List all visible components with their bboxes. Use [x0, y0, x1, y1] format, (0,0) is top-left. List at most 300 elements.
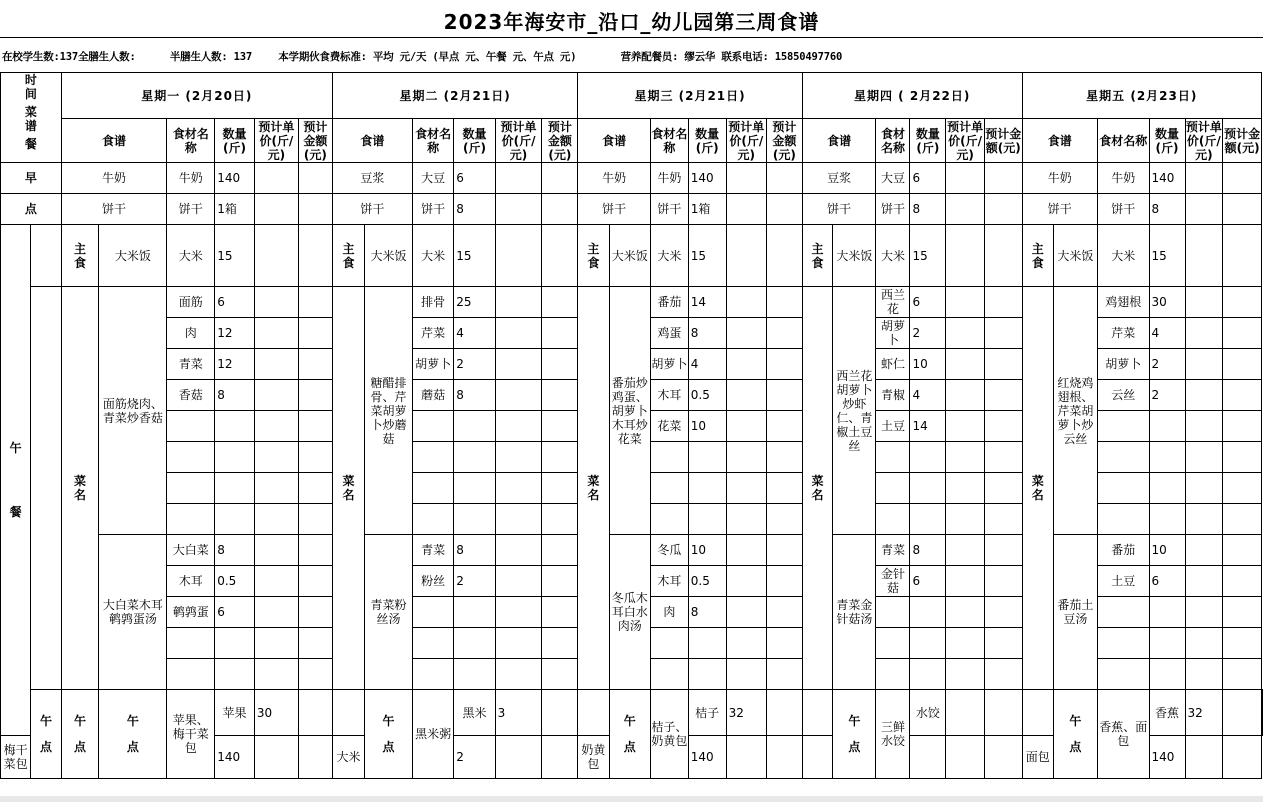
- amount-cell: [984, 318, 1022, 349]
- amount-cell: [1223, 225, 1262, 287]
- amount-cell: [298, 380, 332, 411]
- price-cell: [1185, 504, 1223, 535]
- dish-ingredient: [876, 628, 910, 659]
- snack-ingredient: 水饺: [910, 690, 946, 736]
- snack-qty: 3: [495, 690, 542, 736]
- price-cell: [946, 349, 985, 380]
- label-afternoon-2: [61, 690, 99, 779]
- day-header: 星期五 (2月23日): [1022, 73, 1261, 119]
- price-cell: [495, 736, 542, 779]
- snack-ingredient: 桔子: [688, 690, 726, 736]
- dish-qty: [910, 473, 946, 504]
- dish-qty: 6: [215, 597, 255, 628]
- amount-cell: [1223, 535, 1262, 566]
- price-cell: [1185, 628, 1223, 659]
- dish-ingredient: [412, 411, 453, 442]
- dish-label: [578, 287, 609, 690]
- col-price: 预计单价(斤/元): [495, 119, 542, 163]
- staple-ingredient: 大米: [876, 225, 910, 287]
- dish-ingredient: 香菇: [167, 380, 215, 411]
- price-cell: [726, 473, 766, 504]
- dish-qty: [215, 411, 255, 442]
- dish-qty: [910, 659, 946, 690]
- breakfast-ingredient: 牛奶: [650, 163, 688, 194]
- price-cell: [1185, 566, 1223, 597]
- amount-cell: [1223, 411, 1262, 442]
- vertical-label-char: 主: [811, 241, 824, 256]
- breakfast-dish: 豆浆: [802, 163, 876, 194]
- vertical-label-char: 食: [811, 255, 824, 270]
- price-cell: [1185, 535, 1223, 566]
- amount-cell: [984, 597, 1022, 628]
- col-qty: 数量(斤): [1149, 119, 1185, 163]
- dish-ingredient: 金针菇: [876, 566, 910, 597]
- breakfast-ingredient: 饼干: [876, 194, 910, 225]
- amount-cell: [766, 411, 802, 442]
- amount-cell: [1223, 473, 1262, 504]
- staple-dish: 大米饭: [365, 225, 413, 287]
- amount-cell: [1223, 287, 1262, 318]
- dish-qty: 8: [215, 380, 255, 411]
- snack-qty: 32: [1185, 690, 1223, 736]
- vertical-label-char: 主: [587, 241, 600, 256]
- label-dian: 点: [1, 194, 62, 225]
- dish-qty: [215, 659, 255, 690]
- dish-ingredient: 肉: [650, 597, 688, 628]
- dish-ingredient: [876, 597, 910, 628]
- amount-cell: [766, 566, 802, 597]
- amount-cell: [1223, 736, 1262, 779]
- dish-ingredient: [167, 504, 215, 535]
- snack-ingredient: 苹果: [215, 690, 255, 736]
- amount-cell: [298, 628, 332, 659]
- dish-qty: [688, 473, 726, 504]
- amount-cell: [542, 411, 578, 442]
- dish1-name: 糖醋排骨、芹菜胡萝卜炒蘑菇: [365, 287, 413, 535]
- amount-cell: [542, 628, 578, 659]
- dish-ingredient: 鸡蛋: [650, 318, 688, 349]
- amount-cell: [984, 411, 1022, 442]
- price-cell: [946, 566, 985, 597]
- amount-cell: [984, 380, 1022, 411]
- price-cell: [1223, 690, 1262, 736]
- dish-qty: 30: [1149, 287, 1185, 318]
- dish-qty: [454, 442, 495, 473]
- dish-ingredient: [167, 411, 215, 442]
- dish-qty: 25: [454, 287, 495, 318]
- dish-ingredient: [876, 504, 910, 535]
- amount-cell: [298, 411, 332, 442]
- dish-qty: [1149, 659, 1185, 690]
- breakfast-ingredient: 牛奶: [1098, 163, 1150, 194]
- students-count: 在校学生数:137全膳生人数:: [2, 51, 136, 63]
- price-cell: [946, 411, 985, 442]
- snack-qty: 30: [254, 690, 298, 736]
- dish-label: [61, 287, 99, 690]
- snack-label: [609, 690, 650, 779]
- sheet-scrollbar[interactable]: [0, 796, 1263, 802]
- vertical-label-char: 菜: [587, 474, 600, 488]
- staple-label: [1022, 225, 1053, 287]
- price-cell: [946, 628, 985, 659]
- col-amount: 预计金额(元): [298, 119, 332, 163]
- amount-cell: [984, 736, 1022, 779]
- dish-qty: 2: [454, 349, 495, 380]
- dish-ingredient: 鹌鹑蛋: [167, 597, 215, 628]
- staple-label: [802, 225, 832, 287]
- amount-cell: [984, 628, 1022, 659]
- dish-qty: [454, 659, 495, 690]
- price-cell: [495, 659, 542, 690]
- dish-qty: [215, 473, 255, 504]
- price-cell: [726, 380, 766, 411]
- dish-qty: [688, 628, 726, 659]
- amount-cell: [298, 736, 332, 779]
- amount-cell: [542, 318, 578, 349]
- snack-qty: 140: [1149, 736, 1185, 779]
- dish-ingredient: 木耳: [650, 380, 688, 411]
- dish-ingredient: [1098, 442, 1150, 473]
- dish-qty: 8: [454, 380, 495, 411]
- snack-ingredient: 大米: [332, 736, 364, 779]
- dish-ingredient: 粉丝: [412, 566, 453, 597]
- dish-ingredient: [1098, 504, 1150, 535]
- dish-qty: [1149, 628, 1185, 659]
- price-cell: [726, 194, 766, 225]
- col-ingredient: 食材名称: [1098, 119, 1150, 163]
- dish-qty: [454, 628, 495, 659]
- amount-cell: [984, 225, 1022, 287]
- blank-cell: [31, 287, 61, 690]
- snack-label: [365, 690, 413, 779]
- amount-cell: [542, 659, 578, 690]
- snack-qty: 2: [454, 736, 495, 779]
- snack-dish: 三鲜水饺: [876, 690, 910, 779]
- amount-cell: [542, 535, 578, 566]
- price-cell: [1185, 194, 1223, 225]
- price-cell: [495, 225, 542, 287]
- price-cell: [1185, 287, 1223, 318]
- dish-ingredient: [1098, 597, 1150, 628]
- price-cell: [726, 349, 766, 380]
- dish-qty: [910, 442, 946, 473]
- snack-qty: 140: [688, 736, 726, 779]
- col-ingredient: 食材名称: [167, 119, 215, 163]
- price-cell: [726, 535, 766, 566]
- vertical-label-char: 午: [74, 714, 87, 728]
- blank-cell: [31, 225, 61, 287]
- price-cell: [726, 163, 766, 194]
- vertical-label-char: 点: [382, 740, 395, 754]
- price-cell: [726, 736, 766, 779]
- dish-qty: 4: [688, 349, 726, 380]
- amount-cell: [542, 380, 578, 411]
- breakfast-qty: 140: [1149, 163, 1185, 194]
- vertical-label-char: 名: [811, 488, 824, 502]
- dish-qty: [910, 504, 946, 535]
- col-price: 预计单价(斤/元): [947, 119, 984, 162]
- price-cell: [726, 628, 766, 659]
- breakfast-dish: 饼干: [578, 194, 651, 225]
- dish-qty: 2: [454, 566, 495, 597]
- col-qty: 数量(斤): [215, 119, 255, 163]
- dish-qty: 6: [215, 287, 255, 318]
- breakfast-dish: 牛奶: [61, 163, 167, 194]
- staple-ingredient: 大米: [650, 225, 688, 287]
- corner-meal: 餐: [24, 137, 37, 151]
- price-cell: [1185, 442, 1223, 473]
- dish-qty: 10: [910, 349, 946, 380]
- col-menu: 食谱: [802, 119, 876, 163]
- dish-ingredient: 胡萝卜: [876, 318, 910, 349]
- price-cell: [254, 535, 298, 566]
- dish-qty: 2: [1149, 349, 1185, 380]
- amount-cell: [766, 442, 802, 473]
- price-cell: [495, 628, 542, 659]
- price-cell: [254, 349, 298, 380]
- amount-cell: [298, 442, 332, 473]
- dish-ingredient: 木耳: [167, 566, 215, 597]
- price-cell: [946, 535, 985, 566]
- amount-cell: [766, 659, 802, 690]
- price-cell: [946, 736, 985, 779]
- price-cell: [1185, 659, 1223, 690]
- corner-header: [1, 73, 62, 163]
- dish-ingredient: [876, 473, 910, 504]
- col-amount: 预计金额(元): [1223, 119, 1262, 163]
- dish-ingredient: 青菜: [412, 535, 453, 566]
- col-price: 预计单价(斤/元): [254, 119, 298, 163]
- snack-dish: 苹果、梅干菜包: [167, 690, 215, 779]
- price-cell: [946, 659, 985, 690]
- price-cell: [254, 380, 298, 411]
- amount-cell: [766, 287, 802, 318]
- amount-cell: [984, 194, 1022, 225]
- amount-cell: [766, 380, 802, 411]
- price-cell: [254, 194, 298, 225]
- price-cell: [254, 628, 298, 659]
- amount-cell: [542, 566, 578, 597]
- dish-qty: 0.5: [688, 380, 726, 411]
- staple-qty: 15: [688, 225, 726, 287]
- dish-ingredient: 芹菜: [1098, 318, 1150, 349]
- col-menu: 食谱: [61, 119, 167, 163]
- snack-ingredient: 奶黄包: [578, 736, 609, 779]
- amount-cell: [298, 194, 332, 225]
- dish-ingredient: [650, 504, 688, 535]
- fee-standard: 本学期伙食费标准: 平均 元/天 (早点 元、午餐 元、午点 元): [278, 51, 577, 63]
- vertical-label-char: 名: [342, 488, 355, 502]
- staple-dish: 大米饭: [99, 225, 167, 287]
- label-lunch: [1, 225, 31, 736]
- vertical-label-char: 点: [74, 740, 87, 754]
- price-cell: [254, 473, 298, 504]
- dish-qty: 10: [688, 411, 726, 442]
- vertical-label-char: 食: [587, 255, 600, 270]
- price-cell: [254, 736, 298, 779]
- vertical-label-char: 菜: [1031, 474, 1044, 488]
- vertical-label-char: 午: [40, 714, 53, 728]
- snack-dish: 黑米粥: [412, 690, 453, 779]
- dish-ingredient: 蘑菇: [412, 380, 453, 411]
- col-menu: 食谱: [332, 119, 412, 163]
- price-cell: [946, 442, 985, 473]
- dish-ingredient: [650, 659, 688, 690]
- staple-ingredient: 大米: [412, 225, 453, 287]
- price-cell: [946, 194, 985, 225]
- price-cell: [298, 690, 332, 736]
- price-cell: [1185, 163, 1223, 194]
- price-cell: [726, 504, 766, 535]
- dish-ingredient: 土豆: [1098, 566, 1150, 597]
- dish-ingredient: 青椒: [876, 380, 910, 411]
- amount-cell: [298, 225, 332, 287]
- dish-qty: 10: [688, 535, 726, 566]
- col-price: 预计单价(斤/元): [726, 119, 766, 163]
- amount-cell: [1022, 690, 1053, 736]
- vertical-label-char: 主: [1031, 241, 1044, 256]
- amount-cell: [984, 442, 1022, 473]
- dish-ingredient: 青菜: [876, 535, 910, 566]
- dish-ingredient: 冬瓜: [650, 535, 688, 566]
- price-cell: [495, 442, 542, 473]
- snack-ingredient: 黑米: [454, 690, 495, 736]
- amount-cell: [298, 504, 332, 535]
- dish-ingredient: [412, 597, 453, 628]
- col-amount: 预计金额(元): [542, 119, 578, 163]
- dish-ingredient: [167, 659, 215, 690]
- vertical-label-char: 菜: [74, 474, 87, 488]
- vertical-label-char: 主: [74, 241, 87, 256]
- dish-qty: 8: [688, 318, 726, 349]
- corner-time: 时间: [24, 73, 37, 101]
- divider: [0, 37, 1263, 38]
- amount-cell: [542, 163, 578, 194]
- dish-ingredient: [1098, 628, 1150, 659]
- price-cell: [495, 349, 542, 380]
- price-cell: [726, 225, 766, 287]
- dish-ingredient: 面筋: [167, 287, 215, 318]
- snack-ingredient: 面包: [1022, 736, 1053, 779]
- amount-cell: [766, 163, 802, 194]
- price-cell: [495, 380, 542, 411]
- breakfast-qty: 1箱: [215, 194, 255, 225]
- breakfast-ingredient: 饼干: [412, 194, 453, 225]
- staff-contact: 营养配餐员: 缪云华 联系电话: 15850497760: [620, 51, 843, 63]
- dish-ingredient: 大白菜: [167, 535, 215, 566]
- dish-qty: 0.5: [688, 566, 726, 597]
- snack-ingredient: 香蕉: [1149, 690, 1185, 736]
- breakfast-qty: 8: [910, 194, 946, 225]
- dish-qty: [454, 597, 495, 628]
- amount-cell: [298, 535, 332, 566]
- price-cell: [254, 287, 298, 318]
- dish-qty: 2: [1149, 380, 1185, 411]
- amount-cell: [1223, 442, 1262, 473]
- price-cell: [254, 442, 298, 473]
- dish-ingredient: [412, 442, 453, 473]
- dish-ingredient: 番茄: [1098, 535, 1150, 566]
- dish-qty: 14: [910, 411, 946, 442]
- price-cell: [1185, 380, 1223, 411]
- vertical-label-char: 午: [623, 714, 636, 728]
- dish1-name: 红烧鸡翅根、芹菜胡萝卜炒云丝: [1053, 287, 1097, 535]
- staple-qty: 15: [454, 225, 495, 287]
- price-cell: [1185, 349, 1223, 380]
- amount-cell: [332, 690, 364, 736]
- amount-cell: [578, 690, 609, 736]
- amount-cell: [298, 163, 332, 194]
- breakfast-dish: 饼干: [802, 194, 876, 225]
- staple-dish: 大米饭: [833, 225, 876, 287]
- dish-qty: 6: [910, 287, 946, 318]
- dish-qty: 2: [910, 318, 946, 349]
- dish-ingredient: 花菜: [650, 411, 688, 442]
- breakfast-qty: 6: [910, 163, 946, 194]
- corner-menu: 菜谱: [24, 105, 37, 133]
- price-cell: [946, 318, 985, 349]
- vertical-label-char: 菜: [811, 474, 824, 488]
- staple-label: [332, 225, 364, 287]
- amount-cell: [766, 628, 802, 659]
- dish-ingredient: 青菜: [167, 349, 215, 380]
- amount-cell: [1223, 659, 1262, 690]
- price-cell: [254, 163, 298, 194]
- dish-ingredient: 虾仁: [876, 349, 910, 380]
- amount-cell: [984, 287, 1022, 318]
- day-header: 星期一 (2月20日): [61, 73, 332, 119]
- staple-ingredient: 大米: [1098, 225, 1150, 287]
- amount-cell: [542, 349, 578, 380]
- price-cell: [1185, 318, 1223, 349]
- dish-qty: [215, 442, 255, 473]
- amount-cell: [766, 597, 802, 628]
- price-cell: [946, 225, 985, 287]
- dish-ingredient: 鸡翅根: [1098, 287, 1150, 318]
- amount-cell: [1262, 690, 1263, 736]
- col-amount: 预计金额(元): [984, 119, 1022, 163]
- dish-qty: [1149, 597, 1185, 628]
- amount-cell: [984, 566, 1022, 597]
- amount-cell: [766, 194, 802, 225]
- amount-cell: [766, 318, 802, 349]
- dish-ingredient: 番茄: [650, 287, 688, 318]
- price-cell: [726, 566, 766, 597]
- amount-cell: [766, 736, 802, 779]
- dish-qty: 12: [215, 349, 255, 380]
- vertical-label-char: 午: [9, 441, 22, 455]
- snack-ingredient: [802, 736, 832, 779]
- dish-qty: [1149, 411, 1185, 442]
- vertical-label-char: 食: [1031, 255, 1044, 270]
- label-afternoon: [31, 690, 61, 779]
- dish-qty: 14: [688, 287, 726, 318]
- breakfast-ingredient: 饼干: [1098, 194, 1150, 225]
- amount-cell: [1223, 194, 1262, 225]
- snack-label: [99, 690, 167, 779]
- breakfast-dish: 饼干: [332, 194, 412, 225]
- staple-dish: 大米饭: [1053, 225, 1097, 287]
- vertical-label-char: 名: [587, 488, 600, 502]
- dish-ingredient: [167, 473, 215, 504]
- snack-qty: [910, 736, 946, 779]
- price-cell: [1185, 736, 1223, 779]
- price-cell: [254, 597, 298, 628]
- staple-qty: 15: [910, 225, 946, 287]
- dish-qty: 8: [688, 597, 726, 628]
- amount-cell: [1223, 380, 1262, 411]
- dish-label: [802, 287, 832, 690]
